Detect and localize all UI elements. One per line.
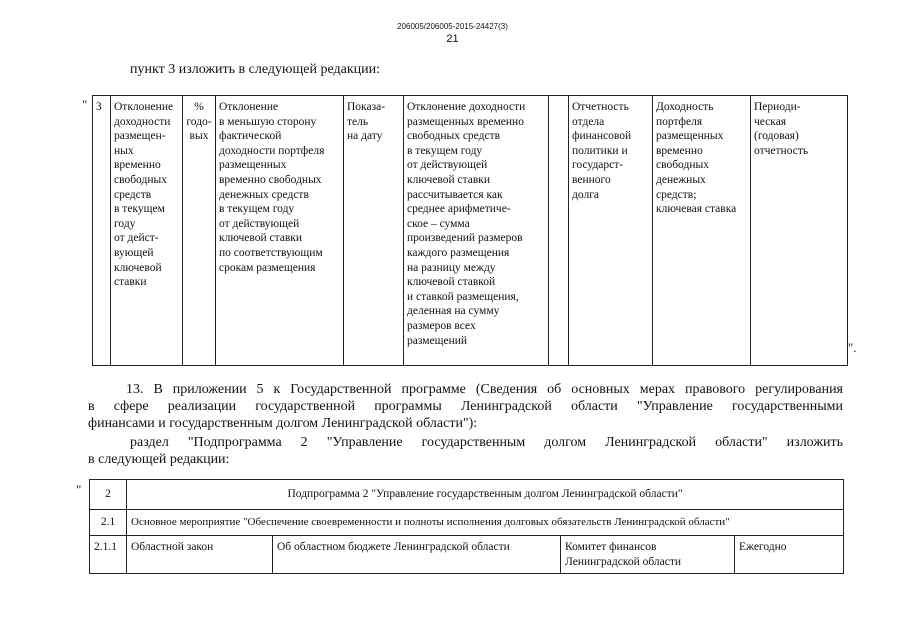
main-activity-title: Основное мероприятие "Обеспечение своевременности и полноты исполнения долговых обязательств Ленинградской области" <box>127 510 844 536</box>
subprogram-row <box>90 480 844 510</box>
intro-line: пункт 3 изложить в следующей редакции: <box>130 62 380 77</box>
law-type: Областной закон <box>127 536 273 574</box>
law-row <box>90 536 844 574</box>
law-period: Ежегодно <box>735 536 844 574</box>
indicator-unit: % годо- вых <box>183 96 216 366</box>
section-line2: в следующей редакции: <box>88 452 230 467</box>
table1-close-quote: ". <box>848 340 857 355</box>
subprogram-number: 2 <box>90 480 127 510</box>
para13-line2: в сфере реализации государственной программы Ленинградской области "Управление государственными <box>88 399 843 414</box>
indicator-type: Показа- тель на дату <box>344 96 404 366</box>
table1-open-quote: " <box>82 97 88 112</box>
indicator-frequency: Периоди- ческая (годовая) отчетность <box>751 96 848 366</box>
indicator-table <box>92 95 848 366</box>
main-activity-number: 2.1 <box>90 510 127 536</box>
indicator-method: Отклонение доходности размещенных временно свободных средств в текущем году от действующей ключевой ставки рассчитывается как среднее арифметиче- ское – сумма произведений размеров каждого размещения на разницу между ключевой ставкой и ставкой размещения, деленная на сумму размеров всех размещений <box>404 96 549 366</box>
indicator-number: 3 <box>93 96 111 366</box>
law-number: 2.1.1 <box>90 536 127 574</box>
table2-open-quote: " <box>76 482 82 497</box>
indicator-source: Отчетность отдела финансовой политики и государст- венного долга <box>569 96 653 366</box>
regulation-table <box>89 479 844 574</box>
para13-line1: 13. В приложении 5 к Государственной программе (Сведения об основных мерах правового регулирования <box>126 382 843 397</box>
document-code: 206005/206005-2015-24427(3) <box>397 22 508 31</box>
page-number: 21 <box>446 33 459 45</box>
indicator-definition: Отклонение в меньшую сторону фактической доходности портфеля размещенных временно свободных денежных средств в текущем году от действующей ключевой ставки по соответствующим срокам размещения <box>216 96 344 366</box>
law-subject: Об областном бюджете Ленинградской области <box>273 536 561 574</box>
law-executor: Комитет финансов Ленинградской области <box>561 536 735 574</box>
section-line1: раздел "Подпрограмма 2 "Управление государственным долгом Ленинградской области" изложить <box>130 435 843 450</box>
indicator-basis: Доходность портфеля размещенных временно свободных денежных средств; ключевая ставка <box>653 96 751 366</box>
subprogram-title: Подпрограмма 2 "Управление государственным долгом Ленинградской области" <box>127 480 844 510</box>
main-activity-row <box>90 510 844 536</box>
indicator-empty-cell <box>549 96 569 366</box>
indicator-name: Отклонение доходности размещен- ных временно свободных средств в текущем году от дейст- вующей ключевой ставки <box>111 96 183 366</box>
para13-line3: финансами и государственным долгом Ленинградской области"): <box>88 416 478 431</box>
indicator-row <box>93 96 848 366</box>
